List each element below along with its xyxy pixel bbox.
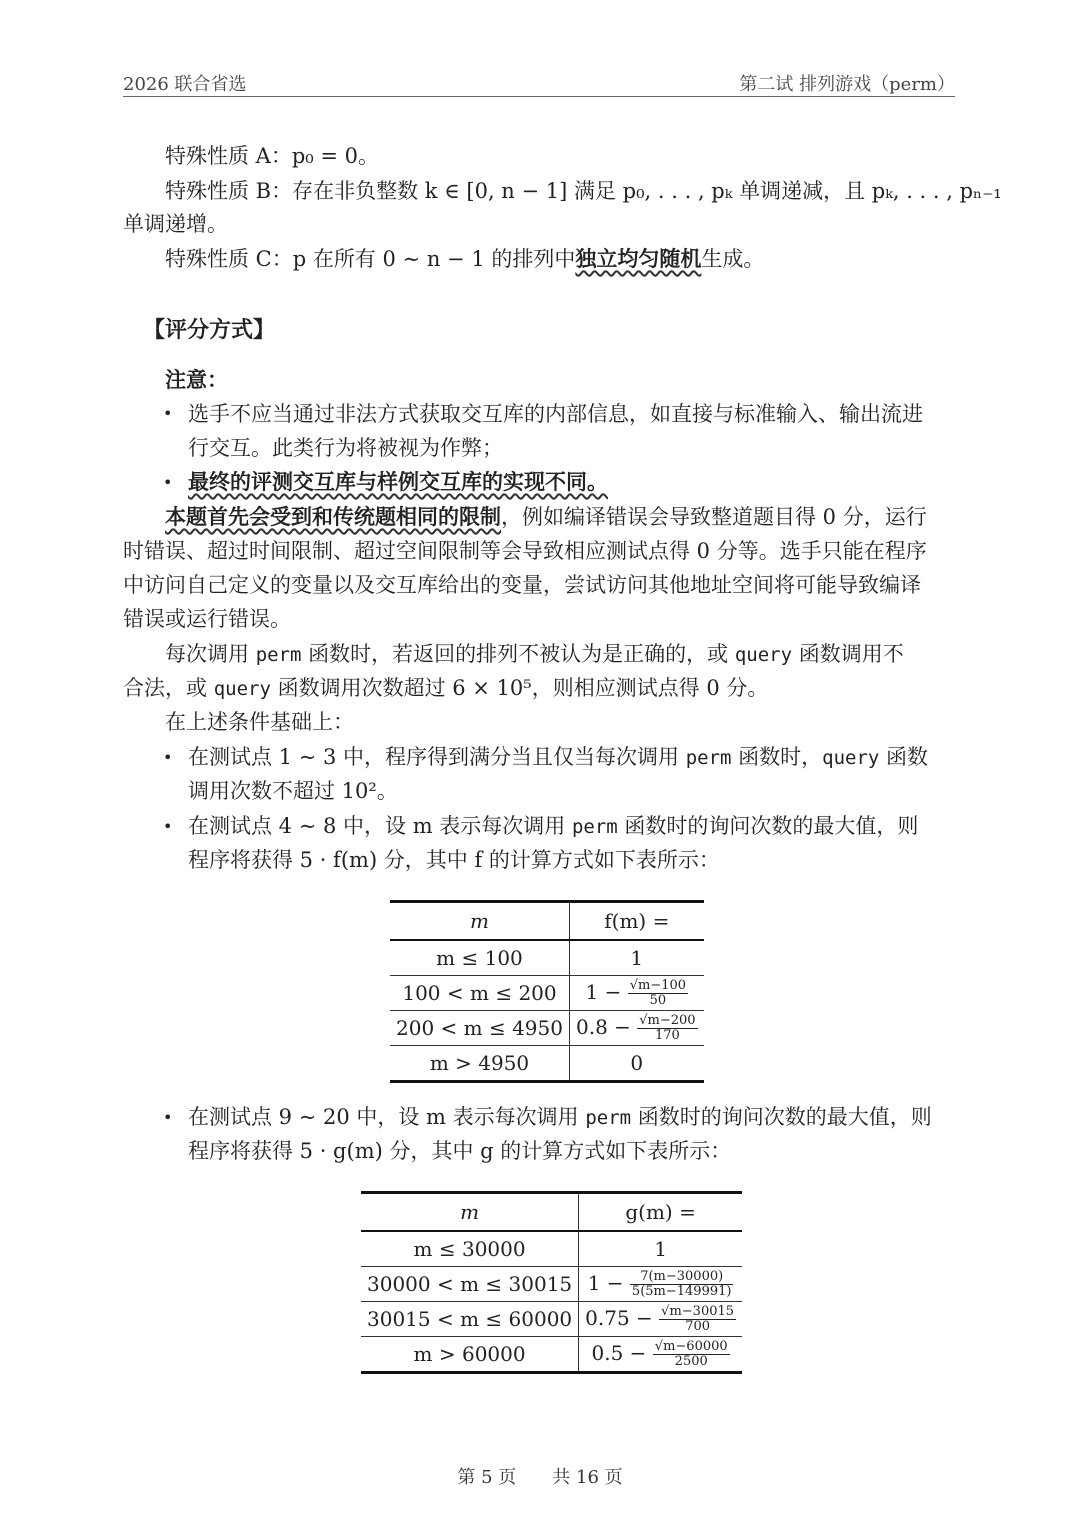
header-right: 第二试 排列游戏（perm） <box>739 74 955 95</box>
fraction-numerator: √m−30015 <box>661 1303 735 1319</box>
table-cell-condition: m > 4950 <box>390 1046 569 1082</box>
fraction <box>630 1270 734 1299</box>
table-cell-condition: 30015 < m ≤ 60000 <box>361 1302 579 1337</box>
para1-line1 <box>165 503 927 531</box>
property-c <box>165 245 764 273</box>
para1-line2: 时错误、超过时间限制、超过空间限制等会导致相应测试点得 0 分等。选手只能在程序 <box>123 539 927 563</box>
fraction-denominator: 170 <box>655 1027 680 1043</box>
fraction <box>659 1305 736 1334</box>
table-header-cell: f(m) = <box>569 902 703 941</box>
notice-item1-line1: 选手不应当通过非法方式获取交互库的内部信息，如直接与标准输入、输出流进 <box>188 402 923 426</box>
page-number: 第 5 页 <box>457 1467 517 1488</box>
table-row <box>390 976 704 1011</box>
section-title: 【评分方式】 <box>143 318 276 343</box>
rule3-text: 在测试点 9 ∼ 20 中，设 m 表示每次调用 <box>188 1105 586 1129</box>
property-a: 特殊性质 A：p₀ = 0。 <box>165 144 380 168</box>
code-perm: perm <box>585 1107 632 1129</box>
rule3-line1 <box>188 1103 932 1132</box>
property-c-emphasis: 独立均匀随机 <box>575 247 702 271</box>
table-header-cell: g(m) = <box>579 1193 742 1232</box>
code-query: query <box>822 747 880 769</box>
table-header-row <box>390 902 704 941</box>
fraction <box>653 1340 730 1369</box>
table-cell-value <box>579 1267 742 1302</box>
property-c-post: 生成。 <box>701 247 765 271</box>
code-perm: perm <box>255 644 302 666</box>
table-cell-value <box>569 940 703 976</box>
bullet-icon: • <box>163 817 173 836</box>
table-row <box>390 940 704 976</box>
fraction-numerator: √m−60000 <box>654 1338 728 1354</box>
para2-text: 每次调用 <box>165 642 256 666</box>
fraction-denominator: 2500 <box>674 1353 708 1369</box>
para1-emphasis: 本题首先会受到和传统题相同的限制 <box>165 505 501 529</box>
code-query: query <box>213 678 271 700</box>
para3: 在上述条件基础上： <box>165 710 354 734</box>
fraction-denominator: 50 <box>649 992 667 1008</box>
notice-item1-line2: 行交互。此类行为将被视为作弊； <box>188 436 503 460</box>
value-text: 0.5 − <box>591 1340 647 1365</box>
rule1-line2: 调用次数不超过 10²。 <box>188 779 398 803</box>
table-row <box>390 1046 704 1082</box>
table-cell-condition: 200 < m ≤ 4950 <box>390 1011 569 1046</box>
table-cell-value <box>569 976 703 1011</box>
table-cell-value <box>579 1302 742 1337</box>
table-row <box>361 1302 742 1337</box>
notice-item2: 最终的评测交互库与样例交互库的实现不同。 <box>188 470 608 494</box>
value-text: 1 − <box>585 979 622 1004</box>
rule1-line1 <box>188 743 928 772</box>
table-cell-value <box>579 1231 742 1267</box>
para1-rest: ，例如编译错误会导致整道题目得 0 分，运行 <box>501 505 927 529</box>
rule1-text: 在测试点 1 ∼ 3 中，程序得到满分当且仅当每次调用 <box>188 745 686 769</box>
rule2-line2: 程序将获得 5 · f(m) 分，其中 f 的计算方式如下表所示： <box>188 848 720 872</box>
table-cell-condition: m ≤ 30000 <box>361 1231 579 1267</box>
property-b-line1: 特殊性质 B：存在非负整数 k ∈ [0, n − 1] 满足 p₀, . . . , pₖ 单调递减，且 pₖ, . . . , pₙ₋₁ <box>165 179 1002 203</box>
table-row <box>361 1231 742 1267</box>
table-cell-condition: m > 60000 <box>361 1337 579 1373</box>
value-text: 0.75 − <box>585 1305 653 1330</box>
property-b-line2: 单调递增。 <box>123 212 228 236</box>
bullet-icon: • <box>163 748 173 767</box>
para2-text: 函数调用不 <box>792 642 904 666</box>
para1-line3: 中访问自己定义的变量以及交互库给出的变量，尝试访问其他地址空间将可能导致编译 <box>123 573 921 597</box>
bullet-icon: • <box>163 404 173 423</box>
rule2-text: 函数时的询问次数的最大值，则 <box>617 814 919 838</box>
code-perm: perm <box>571 816 618 838</box>
table-cell-condition: 100 < m ≤ 200 <box>390 976 569 1011</box>
para1-line4: 错误或运行错误。 <box>123 607 291 631</box>
table-header-cell: m <box>390 902 569 941</box>
table-cell-condition: 30000 < m ≤ 30015 <box>361 1267 579 1302</box>
header-left: 2026 联合省选 <box>123 74 247 95</box>
value-text: 1 <box>630 946 644 970</box>
table-cell-condition: m ≤ 100 <box>390 940 569 976</box>
table-f <box>390 900 704 1083</box>
page-header <box>123 70 955 97</box>
fraction <box>637 1014 697 1043</box>
rule1-text: 函数 <box>879 745 929 769</box>
table-row <box>390 1011 704 1046</box>
page-total: 共 16 页 <box>552 1467 623 1488</box>
property-c-pre: 特殊性质 C：p 在所有 0 ∼ n − 1 的排列中 <box>165 247 576 271</box>
rule3-text: 函数时的询问次数的最大值，则 <box>631 1105 932 1129</box>
table-row <box>361 1337 742 1373</box>
value-text: 0 <box>630 1051 644 1075</box>
code-perm: perm <box>685 747 732 769</box>
rule2-text: 在测试点 4 ∼ 8 中，设 m 表示每次调用 <box>188 814 572 838</box>
table-g <box>361 1191 742 1374</box>
bullet-icon: • <box>163 473 173 492</box>
table-header-row <box>361 1193 742 1232</box>
fraction-denominator: 700 <box>685 1318 711 1334</box>
fraction-numerator: √m−200 <box>639 1012 696 1028</box>
para2-text: 函数时，若返回的排列不被认为是正确的，或 <box>301 642 735 666</box>
rule2-line1 <box>188 812 918 841</box>
table-cell-value <box>569 1046 703 1082</box>
rule3-line2: 程序将获得 5 · g(m) 分，其中 g 的计算方式如下表所示： <box>188 1139 732 1163</box>
table-cell-value <box>569 1011 703 1046</box>
value-text: 1 − <box>587 1270 624 1295</box>
fraction <box>628 979 688 1008</box>
fraction-numerator: √m−100 <box>629 977 687 993</box>
bullet-icon: • <box>163 1108 173 1127</box>
code-query: query <box>734 644 793 666</box>
para2-line1 <box>165 640 904 669</box>
page-footer <box>0 1463 1080 1489</box>
value-text: 1 <box>654 1237 667 1261</box>
para2-text: 合法，或 <box>123 676 214 700</box>
value-text: 0.8 − <box>575 1014 631 1039</box>
fraction-denominator: 5(5m−149991) <box>631 1283 732 1299</box>
table-header-cell: m <box>361 1193 579 1232</box>
rule1-text: 函数时， <box>731 745 823 769</box>
fraction-numerator: 7(m−30000) <box>630 1270 734 1285</box>
para2-line2 <box>123 674 768 703</box>
table-row <box>361 1267 742 1302</box>
para2-text: 函数调用次数超过 6 × 10⁵，则相应测试点得 0 分。 <box>270 676 769 700</box>
notice-title: 注意： <box>165 368 228 392</box>
table-cell-value <box>579 1337 742 1373</box>
